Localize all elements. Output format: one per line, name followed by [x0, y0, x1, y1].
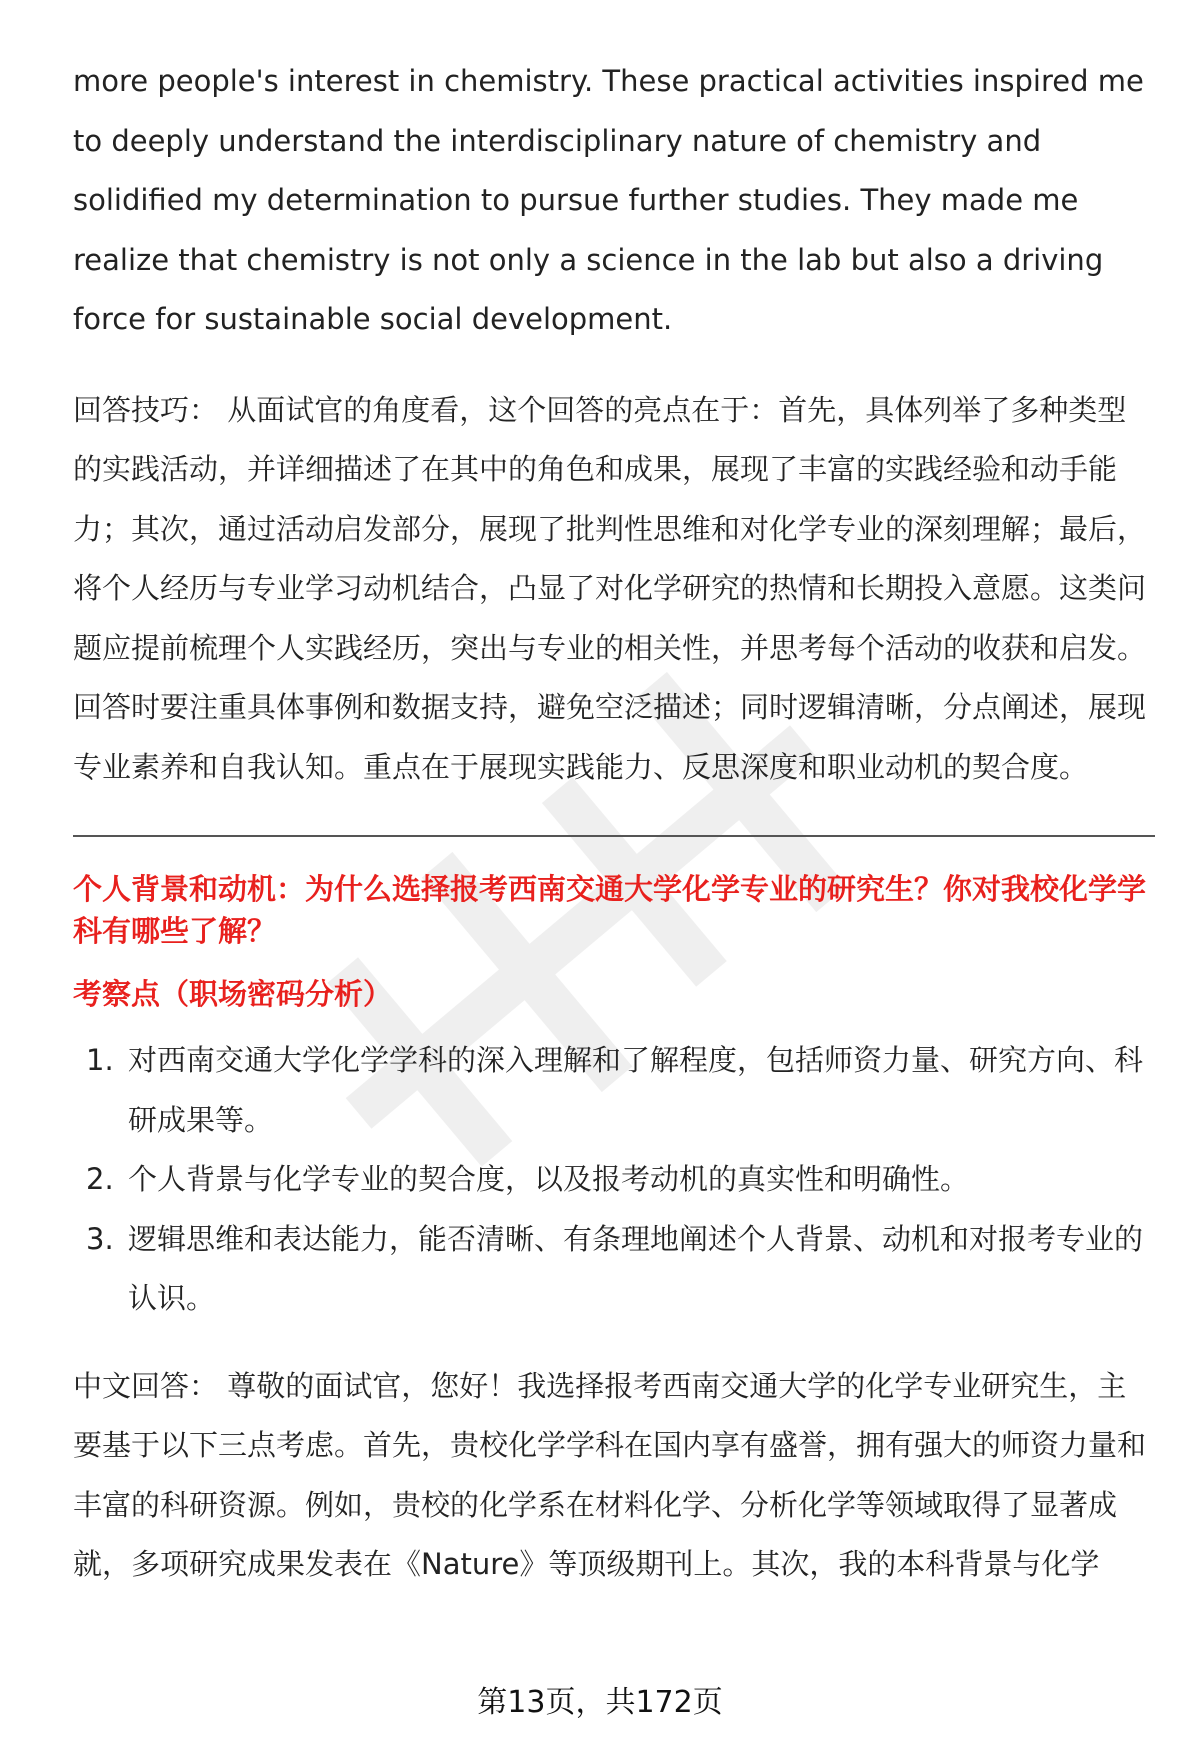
- page-footer: 第13页，共172页: [477, 1685, 723, 1720]
- list-number: 2.: [86, 1162, 114, 1196]
- list-number: 3.: [86, 1221, 114, 1256]
- answer-label: 中文回答：: [73, 1368, 219, 1403]
- tips-label: 回答技巧：: [73, 392, 219, 427]
- list-number: 1.: [86, 1043, 114, 1077]
- section-divider: [73, 835, 1155, 837]
- list-item: [73, 1210, 1155, 1329]
- document-page: [73, 52, 1155, 1595]
- list-item: [73, 1150, 1155, 1210]
- list-text: 个人背景与化学专业的契合度，以及报考动机的真实性和明确性。: [128, 1162, 970, 1196]
- question-heading: 个人背景和动机：为什么选择报考西南交通大学化学专业的研究生？你对我校化学学科有哪些了解？: [73, 872, 1147, 948]
- tips-paragraph: [73, 381, 1155, 798]
- list-item: [73, 1031, 1155, 1150]
- tips-text: 从面试官的角度看，这个回答的亮点在于：首先，具体列举了多种类型的实践活动，并详细描述了在其中的角色和成果，展现了丰富的实践经验和动手能力；其次，通过活动启发部分，展现了批判性思维和对化学专业的深刻理解；最后，将个人经历与专业学习动机结合，凸显了对化学研究的热情和长期投入意愿。这类问题应提前梳理个人实践经历，突出与专业的相关性，并思考每个活动的收获和启发。回答时要注重具体事例和数据支持，避免空泛描述；同时逻辑清晰，分点阐述，展现专业素养和自我认知。重点在于展现实践能力、反思深度和职业动机的契合度。: [73, 392, 1147, 784]
- list-text: 对西南交通大学化学学科的深入理解和了解程度，包括师资力量、研究方向、科研成果等。: [128, 1043, 1144, 1137]
- list-text: 逻辑思维和表达能力，能否清晰、有条理地阐述个人背景、动机和对报考专业的认识。: [128, 1221, 1144, 1315]
- answer-paragraph: [73, 1357, 1155, 1595]
- analysis-list: [73, 1031, 1155, 1329]
- answer-text: 尊敬的面试官，您好！我选择报考西南交通大学的化学专业研究生，主要基于以下三点考虑。首先，贵校化学学科在国内享有盛誉，拥有强大的师资力量和丰富的科研资源。例如，贵校的化学系在材料化学、分析化学等领域取得了显著成就，多项研究成果发表在《Nature》等顶级期刊上。其次，我的本科背景与化学: [73, 1368, 1147, 1581]
- intro-english-paragraph: more people's interest in chemistry. These practical activities inspired me to deeply understand the interdisciplinary nature of chemistry and solidified my determination to pursue further studies. They made me realize that chemistry is not only a science in the lab but also a driving force for sustainable social development.: [73, 64, 1144, 336]
- analysis-heading: 考察点（职场密码分析）: [73, 977, 393, 1011]
